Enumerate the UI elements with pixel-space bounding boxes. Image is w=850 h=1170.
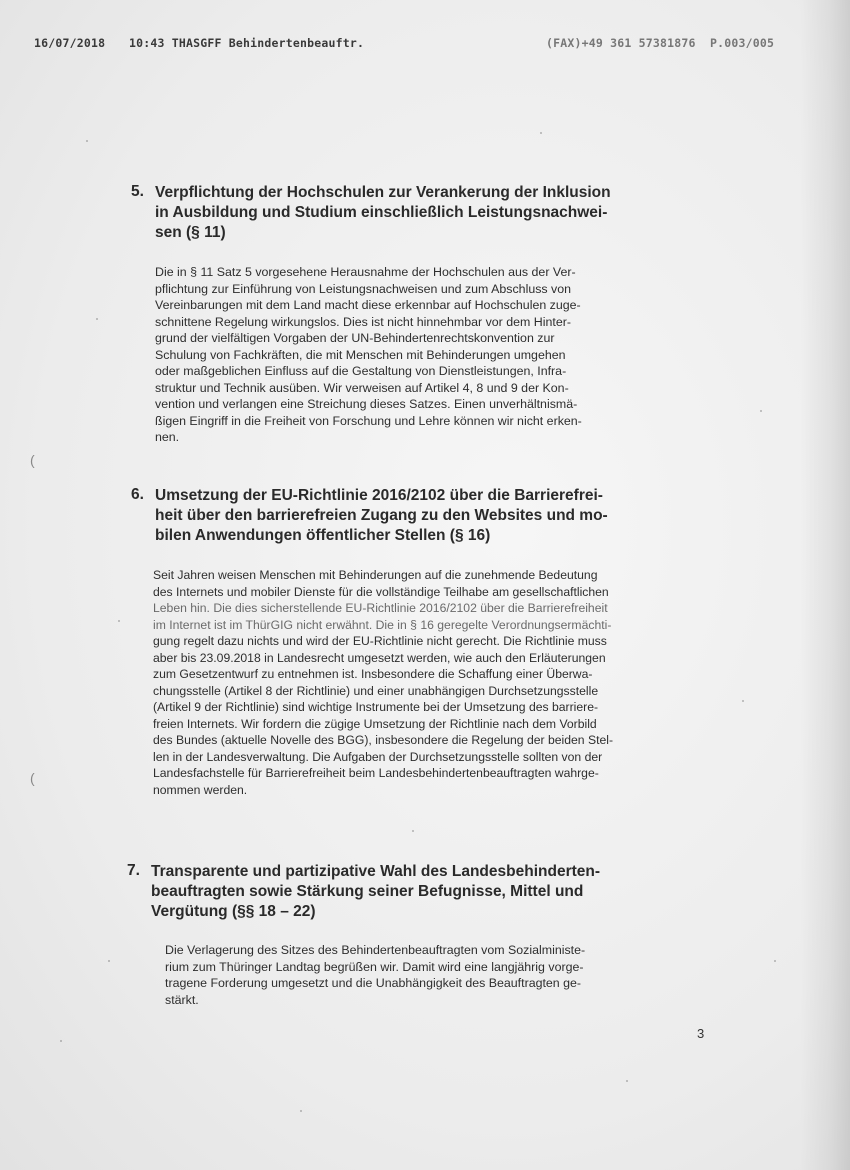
body-line: Die in § 11 Satz 5 vorgesehene Herausnahme der Hochschulen aus der Ver- — [155, 265, 576, 279]
body-line: chungsstelle (Artikel 8 der Richtlinie) und einer unabhängigen Durchsetzungsstelle — [153, 683, 599, 698]
body-line: schnittene Regelung wirkungslos. Dies ist nicht hinnehmbar vor dem Hinter- — [155, 314, 571, 329]
body-line: Die Verlagerung des Sitzes des Behindertenbeauftragten vom Sozialministe- — [165, 943, 586, 957]
fax-time-sender: 10:43 THASGFF Behindertenbeauftr. — [129, 36, 365, 50]
heading-line: bilen Anwendungen öffentlicher Stellen (§ 16) — [155, 527, 491, 544]
body-line: tragene Forderung umgesetzt und die Unabhängigkeit des Beauftragten ge- — [165, 976, 582, 990]
scan-speck — [540, 132, 542, 134]
section-number: 6. — [131, 486, 144, 503]
section-heading — [151, 862, 600, 922]
scan-mark: ( — [30, 770, 35, 786]
scan-speck — [412, 830, 414, 832]
section-body — [153, 567, 613, 798]
body-line: nommen werden. — [153, 782, 248, 797]
scan-speck — [96, 318, 98, 320]
body-line: struktur und Technik ausüben. Wir verweisen auf Artikel 4, 8 und 9 der Kon- — [155, 380, 569, 395]
scan-speck — [118, 620, 120, 622]
fax-header — [34, 36, 794, 54]
body-line: Seit Jahren weisen Menschen mit Behinderungen auf die zunehmende Bedeutung — [153, 568, 598, 582]
scan-speck — [626, 1080, 628, 1082]
body-line: Schulung von Fachkräften, die mit Menschen mit Behinderungen umgehen — [155, 347, 566, 362]
fax-date: 16/07/2018 — [34, 36, 106, 50]
heading-line: beauftragten sowie Stärkung seiner Befugnisse, Mittel und — [151, 883, 584, 900]
body-line: des Internets und mobiler Dienste für die vollständige Teilhabe am gesellschaftlichen — [153, 584, 609, 599]
heading-line: Vergütung (§§ 18 – 22) — [151, 903, 316, 920]
body-line: oder maßgeblichen Einfluss auf die Gestaltung von Dienstleistungen, Infra- — [155, 364, 567, 378]
heading-line: Umsetzung der EU-Richtlinie 2016/2102 über die Barrierefrei- — [155, 487, 603, 504]
body-line: Leben hin. Die dies sicherstellende EU-Richtlinie 2016/2102 über die Barrierefreiheit — [153, 601, 608, 615]
heading-line: Transparente und partizipative Wahl des Landesbehinderten- — [151, 863, 601, 880]
body-line: im Internet ist im ThürGIG nicht erwähnt. Die in § 16 geregelte Verordnungsermächti- — [153, 617, 612, 632]
body-line: Landesfachstelle für Barrierefreiheit beim Landesbehindertenbeauftragten wahrge- — [153, 766, 599, 780]
fax-page-counter: P.003/005 — [710, 36, 775, 50]
body-line: (Artikel 9 der Richtlinie) sind wichtige Instrumente bei der Umsetzung des barriere- — [153, 700, 599, 714]
heading-line: Verpflichtung der Hochschulen zur Verankerung der Inklusion — [155, 184, 611, 201]
scan-speck — [86, 140, 88, 142]
body-line: vention und verlangen eine Streichung dieses Satzes. Einen unverhältnismä- — [155, 397, 578, 411]
body-line: des Bundes (aktuelle Novelle des BGG), insbesondere die Regelung der beiden Stel- — [153, 733, 614, 747]
body-line: ßigen Eingriff in die Freiheit von Forschung und Lehre können wir nicht erken- — [155, 413, 582, 428]
section-heading — [155, 486, 608, 546]
scan-speck — [760, 410, 762, 412]
heading-line: heit über den barrierefreien Zugang zu den Websites und mo- — [155, 507, 608, 524]
scan-speck — [60, 1040, 62, 1042]
body-line: aber bis 23.09.2018 in Landesrecht umgesetzt werden, wie auch den Erläuterungen — [153, 650, 606, 665]
scan-speck — [108, 960, 110, 962]
body-line: rium zum Thüringer Landtag begrüßen wir. Damit wird eine langjährig vorge- — [165, 959, 584, 974]
body-line: freien Internets. Wir fordern die zügige Umsetzung der Richtlinie nach dem Vorbild — [153, 716, 597, 731]
scan-speck — [742, 700, 744, 702]
body-line: gung regelt dazu nichts und wird der EU-Richtlinie nicht gerecht. Die Richtlinie muss — [153, 634, 607, 648]
page-number: 3 — [697, 1026, 705, 1041]
section-heading — [155, 183, 611, 243]
body-line: Vereinbarungen mit dem Land macht diese erkennbar auf Hochschulen zuge- — [155, 298, 581, 312]
heading-line: sen (§ 11) — [155, 224, 226, 241]
body-line: nen. — [155, 430, 180, 444]
heading-line: in Ausbildung und Studium einschließlich Leistungsnachwei- — [155, 204, 608, 221]
body-line: stärkt. — [165, 992, 199, 1007]
section-body — [165, 942, 585, 1008]
scan-speck — [300, 1110, 302, 1112]
section-body — [155, 264, 582, 446]
scan-speck — [774, 960, 776, 962]
section-number: 7. — [127, 862, 140, 879]
scan-mark: ( — [30, 452, 35, 468]
fax-number: (FAX)+49 361 57381876 — [546, 36, 696, 50]
body-line: pflichtung zur Einführung von Leistungsnachweisen und zum Abschluss von — [155, 281, 572, 296]
body-line: grund der vielfältigen Vorgaben der UN-Behindertenrechtskonvention zur — [155, 331, 555, 345]
body-line: len in der Landesverwaltung. Die Aufgaben der Durchsetzungsstelle sollten von der — [153, 749, 603, 764]
section-number: 5. — [131, 183, 144, 200]
body-line: zum Gesetzentwurf zu entnehmen ist. Insbesondere die Schaffung einer Überwa- — [153, 667, 593, 681]
